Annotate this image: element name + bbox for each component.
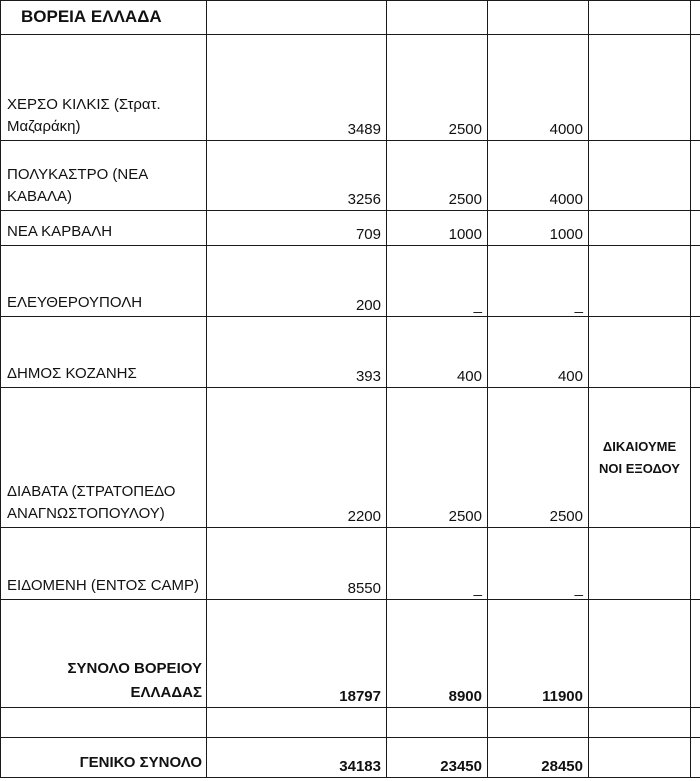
value-cell: _ (488, 246, 589, 317)
value-cell: 393 (207, 317, 387, 388)
value-cell: 2500 (488, 388, 589, 528)
value-cell: _ (387, 528, 488, 600)
value-cell: 3489 (207, 35, 387, 141)
value-cell: _ (488, 528, 589, 600)
site-name: ΕΛΕΥΘΕΡΟΥΠΟΛΗ (1, 246, 207, 317)
region-header-row (1, 1, 700, 35)
site-name: ΝΕΑ ΚΑΡΒΑΛΗ (1, 211, 207, 246)
value-cell: 2500 (387, 35, 488, 141)
note-cell (589, 211, 691, 246)
value-cell: 1000 (488, 211, 589, 246)
grand-total-value: 28450 (488, 738, 589, 778)
value-cell: 200 (207, 246, 387, 317)
grand-total-value: 34183 (207, 738, 387, 778)
note-cell (589, 246, 691, 317)
site-name: ΧΕΡΣΟ ΚΙΛΚΙΣ (Στρατ. Μαζαράκη) (1, 35, 207, 141)
grand-total-label: ΓΕΝΙΚΟ ΣΥΝΟΛΟ (1, 738, 207, 778)
value-cell: 2500 (387, 141, 488, 211)
note-cell (589, 35, 691, 141)
value-cell: 2200 (207, 388, 387, 528)
site-name: ΔΙΑΒΑΤΑ (ΣΤΡΑΤΟΠΕΔΟ ΑΝΑΓΝΩΣΤΟΠΟΥΛΟΥ) (1, 388, 207, 528)
note-cell (589, 317, 691, 388)
spacer-row (1, 708, 700, 738)
value-cell: 400 (488, 317, 589, 388)
note-cell: ΔΙΚΑΙΟΥΜΕ ΝΟΙ ΕΞΟΔΟΥ (589, 388, 691, 528)
grand-total-row (1, 738, 700, 778)
table-row (1, 141, 700, 211)
subtotal-value: 8900 (387, 600, 488, 708)
value-cell: 400 (387, 317, 488, 388)
note-cell (589, 528, 691, 600)
site-name: ΕΙΔΟΜΕΝΗ (ΕΝΤΟΣ CAMP) (1, 528, 207, 600)
value-cell: 3256 (207, 141, 387, 211)
value-cell: 709 (207, 211, 387, 246)
value-cell: 8550 (207, 528, 387, 600)
value-cell: 1000 (387, 211, 488, 246)
table-row (1, 317, 700, 388)
note-cell (589, 141, 691, 211)
table-row (1, 35, 700, 141)
table-row (1, 211, 700, 246)
table-row (1, 528, 700, 600)
region-header: ΒΟΡΕΙΑ ΕΛΛΑΔΑ (1, 1, 207, 35)
subtotal-value: 18797 (207, 600, 387, 708)
table-row (1, 246, 700, 317)
site-name: ΠΟΛΥΚΑΣΤΡΟ (ΝΕΑ ΚΑΒΑΛΑ) (1, 141, 207, 211)
grand-total-value: 23450 (387, 738, 488, 778)
table-row (1, 388, 700, 528)
value-cell: 4000 (488, 35, 589, 141)
subtotal-row (1, 600, 700, 708)
value-cell: 2500 (387, 388, 488, 528)
value-cell: _ (387, 246, 488, 317)
subtotal-label: ΣΥΝΟΛΟ ΒΟΡΕΙΟΥ ΕΛΛΑΔΑΣ (1, 600, 207, 708)
subtotal-value: 11900 (488, 600, 589, 708)
value-cell: 4000 (488, 141, 589, 211)
site-name: ΔΗΜΟΣ ΚΟΖΑΝΗΣ (1, 317, 207, 388)
